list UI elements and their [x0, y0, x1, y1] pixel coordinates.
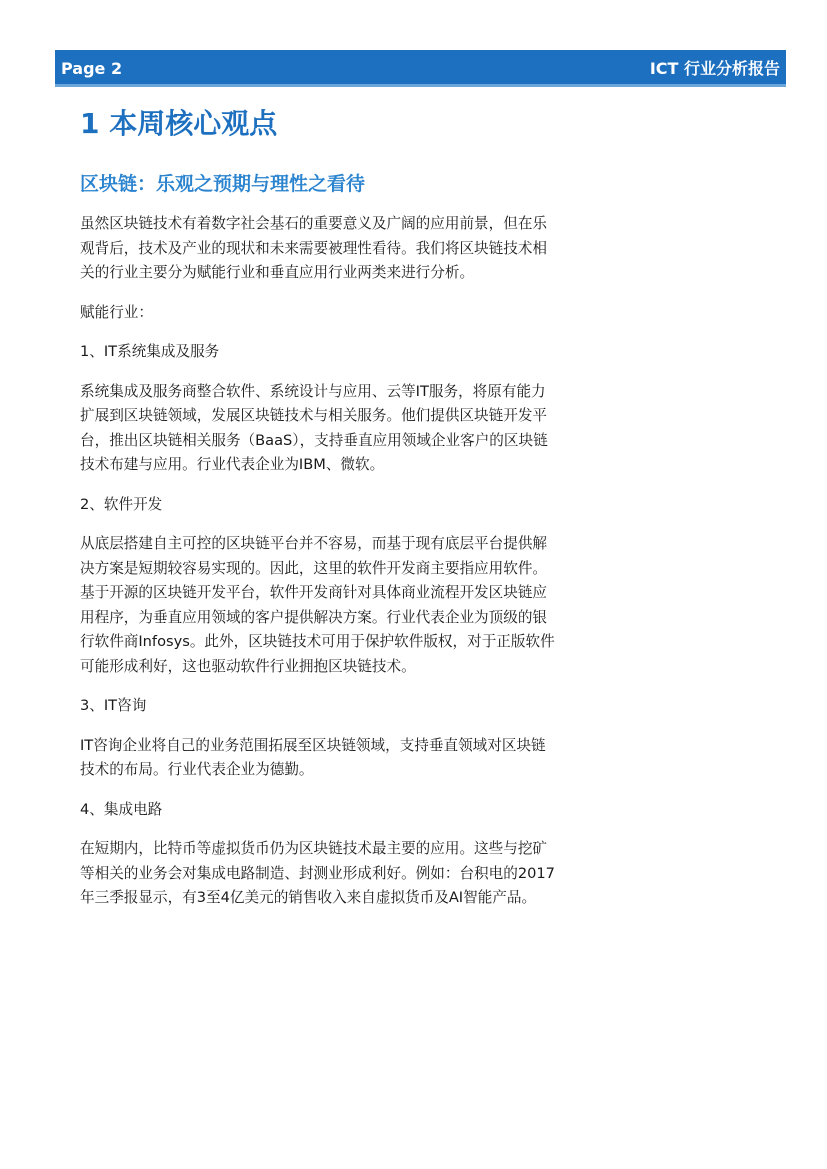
item-2-heading: 2、软件开发: [80, 495, 163, 513]
section-title: 1 本周核心观点: [80, 107, 278, 140]
subsection-title: 区块链：乐观之预期与理性之看待: [80, 173, 366, 195]
item-1-heading: 1、IT系统集成及服务: [80, 343, 220, 360]
item-3-paragraph: IT咨询企业将自己的业务范围拓展至区块链领域，支持垂直领域对区块链技术的布局。行业代表企业为德勤。: [80, 736, 546, 778]
item-4-paragraph: 在短期内，比特币等虚拟货币仍为区块链技术最主要的应用。这些与挖矿等相关的业务会对集成电路制造、封测业形成利好。例如：台积电的2017年三季报显示，有3至4亿美元的销售收入来自虚拟货币及AI智能产品。: [80, 840, 555, 906]
page-number: Page 2: [61, 59, 123, 78]
report-title: ICT 行业分析报告: [649, 59, 780, 78]
body-content: [80, 212, 555, 926]
item-3-heading: 3、IT咨询: [80, 697, 147, 714]
item-1-paragraph: 系统集成及服务商整合软件、系统设计与应用、云等IT服务，将原有能力扩展到区块链领域，发展区块链技术与相关服务。他们提供区块链开发平台，推出区块链相关服务（BaaS），支持垂直应用领域企业客户的区块链技术布建与应用。行业代表企业为IBM、微软。: [80, 382, 548, 473]
enabling-industries-label: 赋能行业：: [80, 303, 153, 321]
item-2-paragraph: 从底层搭建自主可控的区块链平台并不容易，而基于现有底层平台提供解决方案是短期较容易实现的。因此，这里的软件开发商主要指应用软件。基于开源的区块链开发平台，软件开发商针对具体商业流程开发区块链应用程序，为垂直应用领域的客户提供解决方案。行业代表企业为顶级的银行软件商Infosys。此外，区块链技术可用于保护软件版权，对于正版软件可能形成利好，这也驱动软件行业拥抱区块链技术。: [80, 535, 555, 675]
item-4-heading: 4、集成电路: [80, 800, 163, 818]
intro-paragraph: 虽然区块链技术有着数字社会基石的重要意义及广阔的应用前景，但在乐观背后，技术及产业的现状和未来需要被理性看待。我们将区块链技术相关的行业主要分为赋能行业和垂直应用行业两类来进行分析。: [80, 215, 548, 281]
page-header-bar: [55, 50, 786, 87]
